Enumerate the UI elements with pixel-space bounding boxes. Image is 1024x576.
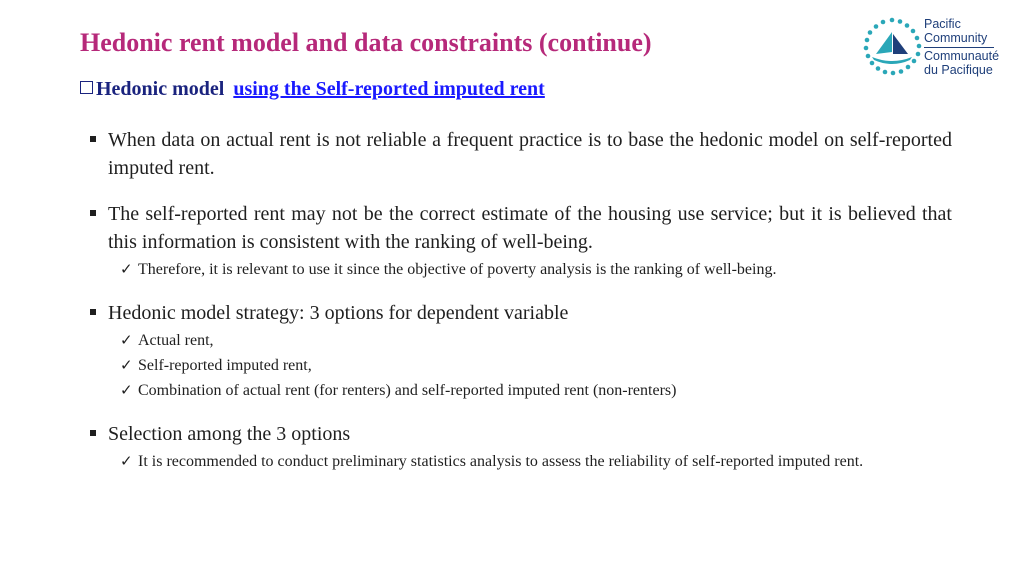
- square-bullet-icon: [90, 136, 96, 142]
- logo-line-2: Community: [924, 30, 988, 45]
- sub-bullet-text: Self-reported imputed rent,: [138, 357, 312, 374]
- sub-bullet-text: Actual rent,: [138, 332, 214, 349]
- checkbox-bullet-icon: [80, 81, 93, 94]
- section-heading: [80, 78, 545, 101]
- pacific-community-emblem-icon: [862, 16, 922, 78]
- logo-divider: [924, 47, 994, 48]
- bullet-item: [90, 126, 952, 182]
- checkmark-icon: ✓: [120, 356, 133, 374]
- checkmark-icon: ✓: [120, 260, 133, 278]
- bullet-item: [90, 299, 952, 402]
- bullet-text: Hedonic model strategy: 3 options for dependent variable: [108, 302, 569, 324]
- page-title: Hedonic rent model and data constraints (continue): [80, 28, 652, 57]
- checkmark-icon: ✓: [120, 452, 133, 470]
- square-bullet-icon: [90, 430, 96, 436]
- bullet-item: [90, 420, 952, 473]
- sub-bullet-text: Combination of actual rent (for renters) and self-reported imputed rent (non-renters): [138, 382, 677, 399]
- sub-bullet-text: Therefore, it is relevant to use it since the objective of poverty analysis is the ranking of well-being.: [138, 261, 777, 278]
- pacific-community-logo: [862, 16, 1007, 80]
- checkmark-icon: ✓: [120, 381, 133, 399]
- bullet-list: [90, 126, 952, 491]
- section-heading-link[interactable]: using the Self-reported imputed rent: [233, 78, 545, 100]
- logo-line-3: Communauté: [924, 49, 1000, 63]
- logo-line-4: du Pacifique: [924, 62, 993, 77]
- logo-line-1: Pacific: [924, 17, 961, 31]
- checkmark-icon: ✓: [120, 331, 133, 349]
- bullet-text: Selection among the 3 options: [108, 423, 351, 445]
- bullet-text: When data on actual rent is not reliable a frequent practice is to base the hedonic model on self-reported imputed rent.: [108, 129, 952, 179]
- bullet-item: [90, 200, 952, 281]
- square-bullet-icon: [90, 210, 96, 216]
- square-bullet-icon: [90, 309, 96, 315]
- sub-bullet-text: It is recommended to conduct preliminary statistics analysis to assess the reliability of self-reported imputed rent.: [138, 453, 864, 470]
- section-heading-prefix: Hedonic model: [96, 78, 225, 100]
- logo-wordmark: [924, 18, 999, 77]
- bullet-text: The self-reported rent may not be the correct estimate of the housing use service; but it is believed that this information is consistent with the ranking of well-being.: [108, 203, 952, 253]
